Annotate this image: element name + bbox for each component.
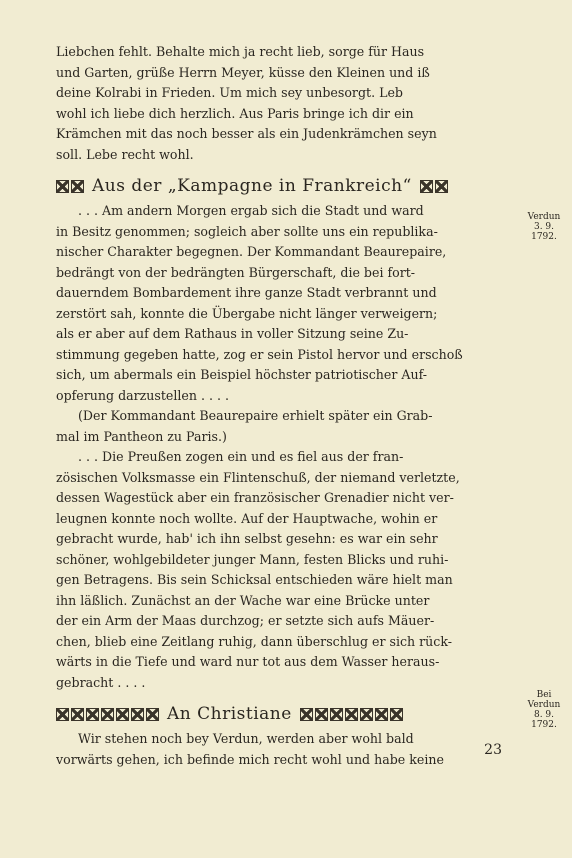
- text-line: bedrängt von der bedrängten Bürgerschaft, die bei fort-: [56, 264, 416, 280]
- text-line: schöner, wohlgebildeter junger Mann, festen Blicks und ruhi-: [56, 551, 449, 567]
- ornament-left: [56, 180, 84, 193]
- text-line: chen, blieb eine Zeitlang ruhig, dann überschlug er sich rück-: [56, 633, 453, 649]
- ornament-icon: [131, 708, 144, 721]
- letter-ending: [56, 42, 518, 165]
- text-line: Wir stehen noch bey Verdun, werden aber wohl bald: [78, 731, 414, 746]
- text-line: gebracht wurde, hab' ich ihn selbst gesehn: es war ein sehr: [56, 531, 438, 546]
- ornament-icon: [390, 708, 403, 721]
- ornament-icon: [420, 180, 433, 193]
- text-line: Liebchen fehlt. Behalte mich ja recht lieb, sorge für Haus: [56, 44, 425, 59]
- ornament-right: [420, 180, 448, 193]
- ornament-left: [56, 708, 159, 721]
- ornament-icon: [315, 708, 328, 721]
- text-line: dessen Wagestück aber ein französischer Grenadier nicht ver-: [56, 490, 454, 505]
- text-line: leugnen konnte noch wollte. Auf der Hauptwache, wohin er: [56, 510, 438, 526]
- text-line: zösischen Volksmasse ein Flintenschuß, der niemand verletzte,: [56, 469, 460, 485]
- ornament-icon: [116, 708, 129, 721]
- margin-note-verdun-date: [524, 212, 564, 242]
- text-line: gebracht . . . .: [56, 674, 146, 690]
- text-line: mal im Pantheon zu Paris.): [56, 428, 227, 444]
- margin-note-line: 3. 9.: [533, 222, 555, 232]
- ornament-right: [300, 708, 403, 721]
- section-heading-kampagne: [56, 173, 518, 199]
- margin-note-line: Bei: [536, 690, 552, 700]
- text-line: in Besitz genommen; sogleich aber sollte uns ein republika-: [56, 223, 438, 239]
- text-line: vorwärts gehen, ich befinde mich recht wohl und habe keine: [56, 751, 444, 767]
- margin-note-line: Verdun: [527, 700, 561, 710]
- text-line: sich, um abermals ein Beispiel höchster patriotischer Auf-: [56, 367, 428, 382]
- text-line: stimmung gegeben hatte, zog er sein Pistol hervor und erschoß: [56, 346, 463, 362]
- text-line: dauerndem Bombardement ihre ganze Stadt verbrannt und: [56, 285, 437, 300]
- page-text: [56, 42, 518, 770]
- margin-note-bei-verdun: [524, 690, 564, 730]
- text-line: gen Betragens. Bis sein Schicksal entschieden wäre hielt man: [56, 572, 453, 587]
- ornament-icon: [56, 708, 69, 721]
- margin-note-line: Verdun: [527, 212, 561, 222]
- text-line: soll. Lebe recht wohl.: [56, 146, 194, 162]
- paragraph: [56, 201, 518, 406]
- margin-note-line: 1792.: [531, 720, 557, 730]
- paragraph: [56, 406, 518, 447]
- text-line: (Der Kommandant Beaurepaire erhielt später ein Grab-: [78, 408, 433, 423]
- ornament-icon: [330, 708, 343, 721]
- ornament-icon: [345, 708, 358, 721]
- page-number: 23: [484, 742, 502, 758]
- paragraph: [56, 447, 518, 693]
- ornament-icon: [101, 708, 114, 721]
- ornament-icon: [146, 708, 159, 721]
- ornament-icon: [375, 708, 388, 721]
- section-title: Aus der „Kampagne in Frankreich“: [92, 175, 412, 196]
- margin-note-line: 8. 9.: [533, 710, 555, 720]
- paragraph: [56, 729, 518, 770]
- text-line: und Garten, grüße Herrn Meyer, küsse den Kleinen und iß: [56, 64, 430, 80]
- section-heading-christiane: [56, 701, 518, 727]
- text-line: zerstört sah, konnte die Übergabe nicht länger verweigern;: [56, 305, 438, 321]
- ornament-icon: [86, 708, 99, 721]
- text-line: . . . Die Preußen zogen ein und es fiel aus der fran-: [78, 449, 404, 464]
- text-line: . . . Am andern Morgen ergab sich die Stadt und ward: [78, 203, 424, 218]
- text-line: opferung darzustellen . . . .: [56, 387, 230, 403]
- text-line: wohl ich liebe dich herzlich. Aus Paris bringe ich dir ein: [56, 105, 414, 121]
- ornament-icon: [56, 180, 69, 193]
- margin-note-line: 1792.: [531, 232, 557, 242]
- ornament-icon: [360, 708, 373, 721]
- ornament-icon: [71, 180, 84, 193]
- text-line: nischer Charakter begegnen. Der Kommandant Beaurepaire,: [56, 244, 447, 259]
- text-line: ihn läßlich. Zunächst an der Wache war eine Brücke unter: [56, 592, 430, 608]
- text-line: Krämchen mit das noch besser als ein Judenkrämchen seyn: [56, 126, 437, 141]
- text-line: wärts in die Tiefe und ward nur tot aus dem Wasser heraus-: [56, 654, 440, 669]
- text-line: als er aber auf dem Rathaus in voller Sitzung seine Zu-: [56, 326, 409, 341]
- ornament-icon: [300, 708, 313, 721]
- ornament-icon: [435, 180, 448, 193]
- text-line: der ein Arm der Maas durchzog; er setzte sich aufs Mäuer-: [56, 613, 435, 628]
- ornament-icon: [71, 708, 84, 721]
- text-line: deine Kolrabi in Frieden. Um mich sey unbesorgt. Leb: [56, 85, 403, 100]
- section-title: An Christiane: [167, 703, 292, 724]
